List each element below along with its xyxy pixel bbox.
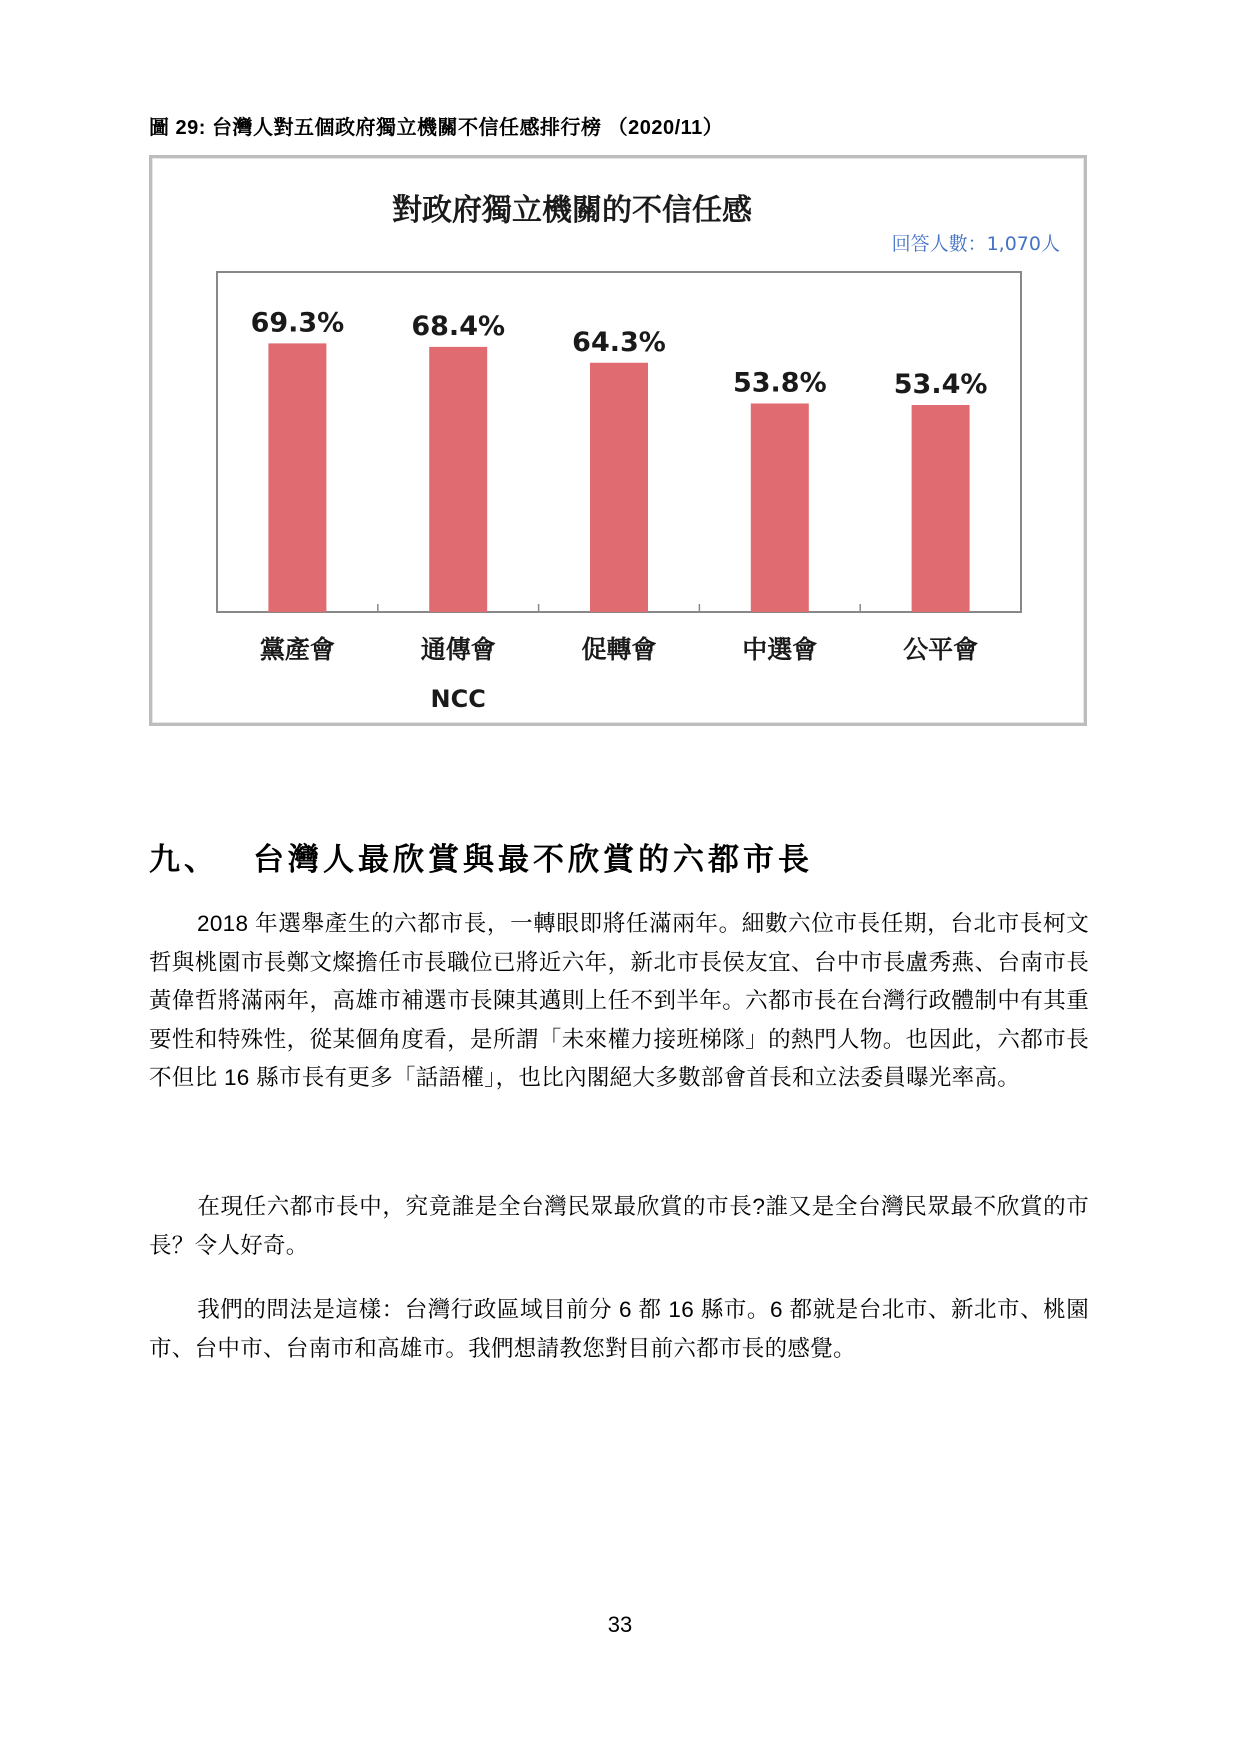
- bar-4: [751, 403, 809, 612]
- respondent-count-label: 回答人數：1,070人: [891, 233, 1060, 255]
- figure-caption: 圖 29: 台灣人對五個政府獨立機關不信任感排行榜 （2020/11）: [149, 117, 724, 139]
- section-number: 九、: [149, 842, 219, 878]
- bar-5: [912, 405, 970, 612]
- data-label-2: 68.4%: [411, 310, 506, 342]
- chart-canvas: [152, 158, 1090, 729]
- category-label-3: 促轉會: [581, 635, 657, 664]
- paragraph-3: 我們的問法是這樣：台灣行政區域目前分 6 都 16 縣市。6 都就是台北市、新北市、桃園市、台中市、台南市和高雄市。我們想請教您對目前六都市長的感覺。: [149, 1297, 1089, 1361]
- data-label-1: 69.3%: [250, 307, 345, 339]
- data-label-4: 53.8%: [732, 367, 827, 399]
- bar-3: [590, 363, 648, 612]
- category-label-5: 公平會: [903, 635, 979, 664]
- bar-2: [429, 347, 487, 612]
- section-heading: [149, 834, 813, 879]
- chart-title: 對政府獨立機關的不信任感: [392, 193, 752, 228]
- category-label-2: 通傳會: [420, 635, 496, 664]
- bar-1: [268, 343, 326, 612]
- paragraph-1: 2018 年選舉產生的六都市長，一轉眼即將任滿兩年。細數六位市長任期，台北市長柯文哲與桃園市長鄭文燦擔任市長職位已將近六年，新北市長侯友宜、台中市長盧秀燕、台南市長黃偉哲將滿兩年，高雄市補選市長陳其邁則上任不到半年。六都市長在台灣行政體制中有其重要性和特殊性，從某個角度看，是所謂「未來權力接班梯隊」的熱門人物。也因此，六都市長不但比 16 縣市長有更多「話語權」，也比內閣絕大多數部會首長和立法委員曝光率高。: [149, 911, 1089, 1090]
- category-label-4: 中選會: [742, 635, 818, 664]
- category-label-1: 黨產會: [259, 635, 335, 664]
- data-label-3: 64.3%: [572, 326, 666, 358]
- bar-chart: [149, 155, 1087, 726]
- data-label-5: 53.4%: [893, 369, 988, 401]
- paragraph-2: 在現任六都市長中，究竟誰是全台灣民眾最欣賞的市長?誰又是全台灣民眾最不欣賞的市長？令人好奇。: [149, 1194, 1089, 1258]
- category-sublabel-2: NCC: [430, 685, 486, 713]
- page-number: 33: [607, 1612, 633, 1637]
- section-title: 台灣人最欣賞與最不欣賞的六都市長: [253, 842, 813, 878]
